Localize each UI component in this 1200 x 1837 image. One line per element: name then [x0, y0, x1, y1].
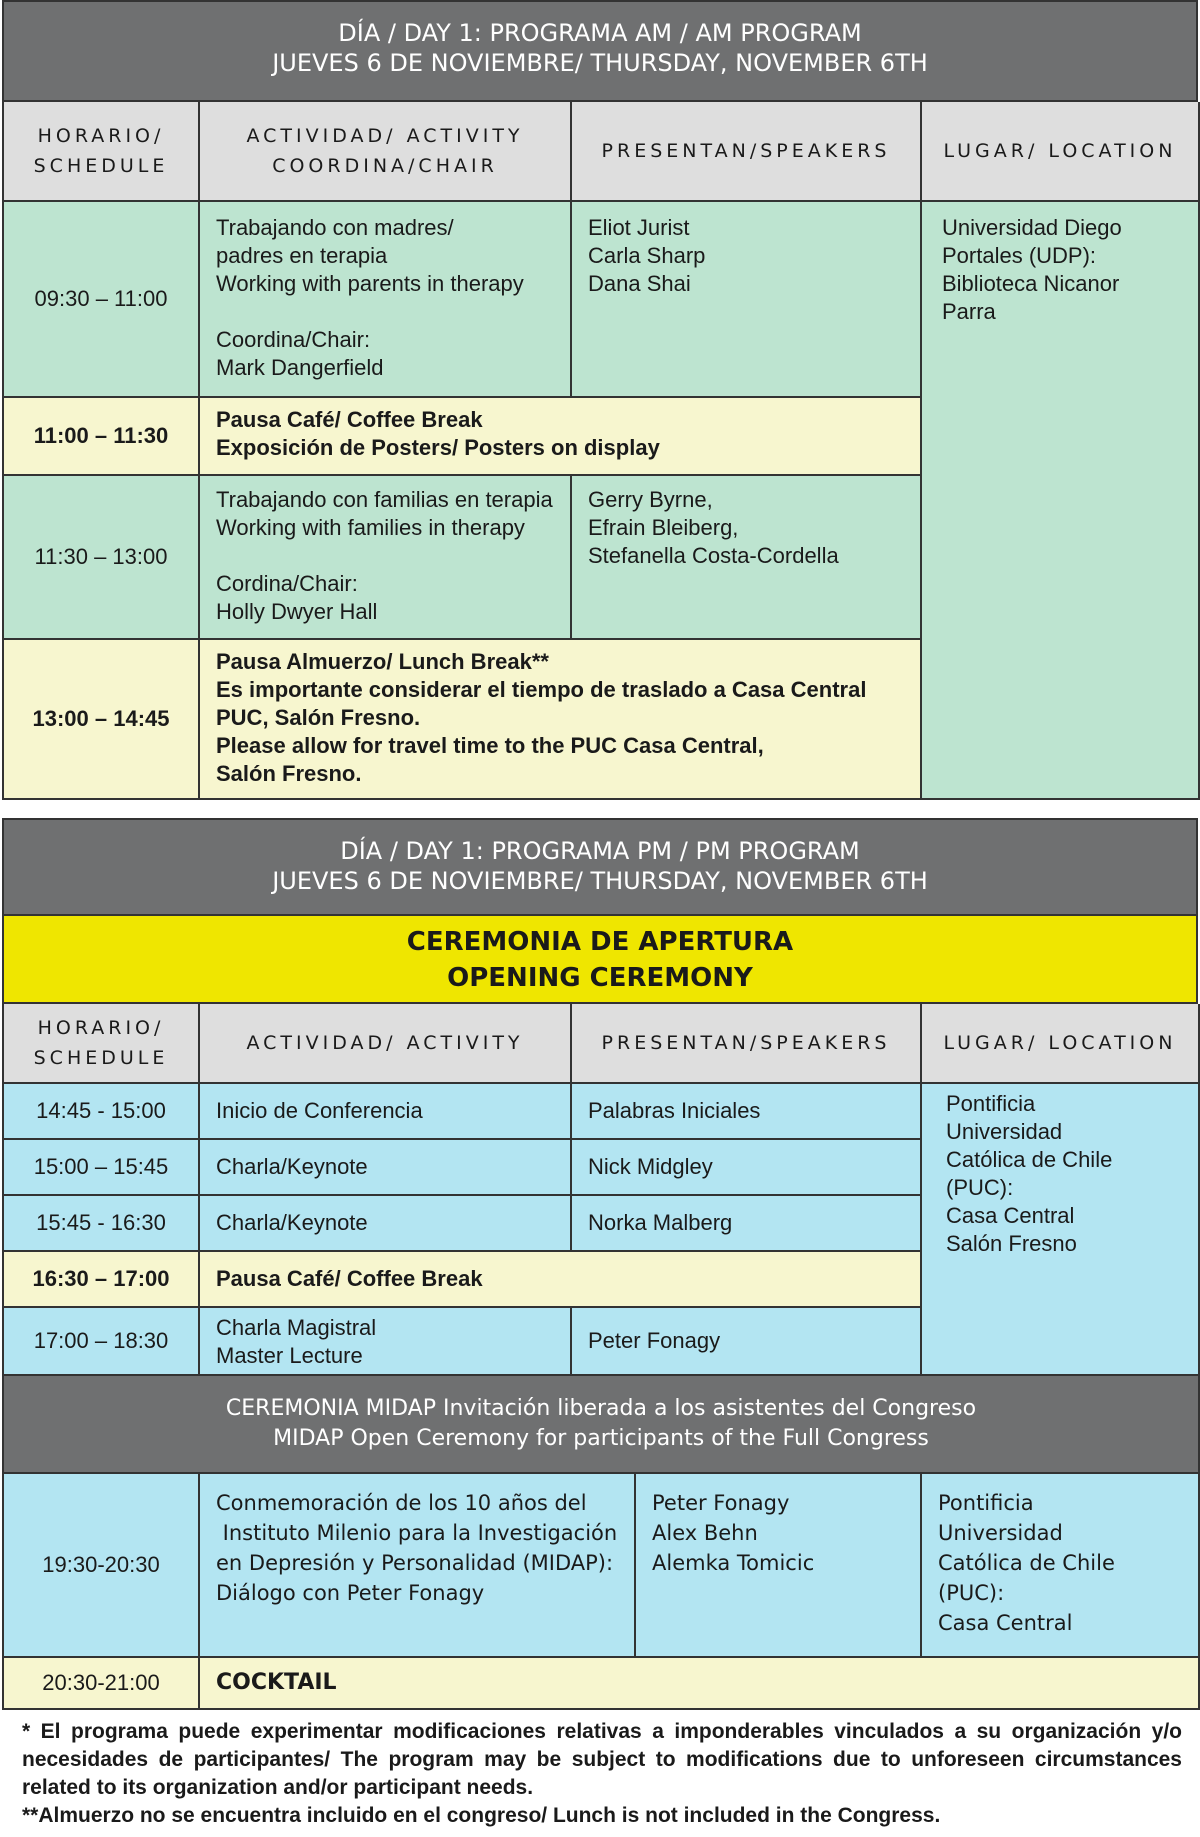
pm-column-header-location: LUGAR/ LOCATION: [922, 1004, 1200, 1084]
am-row2-coffee-break: Pausa Café/ Coffee Break Exposición de Posters/ Posters on display: [200, 398, 922, 476]
cocktail-time: 20:30-21:00: [4, 1658, 200, 1710]
midap-table: [2, 1376, 1198, 1710]
pm-row5-activity: Charla Magistral Master Lecture: [200, 1308, 572, 1376]
pm-header-day: DÍA / DAY 1: PROGRAMA PM / PM PROGRAM: [340, 837, 860, 865]
pm-row3-activity: Charla/Keynote: [200, 1196, 572, 1252]
pm-row1-activity: Inicio de Conferencia: [200, 1084, 572, 1140]
pm-row5-time: 17:00 – 18:30: [4, 1308, 200, 1376]
am-row1-speakers: Eliot Jurist Carla Sharp Dana Shai: [572, 202, 922, 398]
column-header-speakers: PRESENTAN/SPEAKERS: [572, 102, 922, 202]
am-row3-time: 11:30 – 13:00: [4, 476, 200, 640]
footnote-program-changes: * El programa puede experimentar modificaciones relativas a imponderables vinculados a su organización y/o necesidades de participantes/ The program may be subject to modifications due to unforeseen circumstances related to its organization and/or participant needs.: [22, 1720, 1182, 1799]
pm-row5-speakers: Peter Fonagy: [572, 1308, 922, 1376]
pm-row2-activity: Charla/Keynote: [200, 1140, 572, 1196]
am-row1-time: 09:30 – 11:00: [4, 202, 200, 398]
pm-header-date: JUEVES 6 DE NOVIEMBRE/ THURSDAY, NOVEMBER 6TH: [272, 867, 928, 895]
am-row4-lunch-break: Pausa Almuerzo/ Lunch Break** Es importante considerar el tiempo de traslado a Casa Central PUC, Salón Fresno. Please allow for travel time to the PUC Casa Central, Salón Fresno.: [200, 640, 922, 800]
pm-row4-coffee-break: Pausa Café/ Coffee Break: [200, 1252, 922, 1308]
column-header-schedule: HORARIO/ SCHEDULE: [4, 102, 200, 202]
pm-column-header-speakers: PRESENTAN/SPEAKERS: [572, 1004, 922, 1084]
am-header-date: JUEVES 6 DE NOVIEMBRE/ THURSDAY, NOVEMBER 6TH: [272, 49, 928, 77]
cocktail-label: COCKTAIL: [200, 1658, 1200, 1710]
midap-ceremony-header: CEREMONIA MIDAP Invitación liberada a los asistentes del Congreso MIDAP Open Ceremony for participants of the Full Congress: [4, 1376, 1200, 1474]
am-location: Universidad Diego Portales (UDP): Biblioteca Nicanor Parra: [922, 202, 1200, 800]
footnote-lunch: **Almuerzo no se encuentra incluido en el congreso/ Lunch is not included in the Congress.: [22, 1804, 941, 1827]
pm-schedule-table: [2, 1002, 1198, 1376]
am-schedule-table: [2, 100, 1198, 800]
am-program-section: [2, 0, 1198, 800]
am-header-day: DÍA / DAY 1: PROGRAMA AM / AM PROGRAM: [338, 19, 862, 47]
opening-ceremony-banner: CEREMONIA DE APERTURA OPENING CEREMONY: [2, 914, 1198, 1002]
midap-activity: Conmemoración de los 10 años del Instituto Milenio para la Investigación en Depresión y Personalidad (MIDAP): Diálogo con Peter Fonagy: [200, 1474, 636, 1658]
pm-row3-time: 15:45 - 16:30: [4, 1196, 200, 1252]
am-row3-activity: Trabajando con familias en terapia Working with families in therapy Cordina/Chair: Holly Dwyer Hall: [200, 476, 572, 640]
pm-column-header-activity: ACTIVIDAD/ ACTIVITY: [200, 1004, 572, 1084]
column-header-location: LUGAR/ LOCATION: [922, 102, 1200, 202]
pm-row1-speakers: Palabras Iniciales: [572, 1084, 922, 1140]
pm-row1-time: 14:45 - 15:00: [4, 1084, 200, 1140]
midap-location: Pontificia Universidad Católica de Chile (PUC): Casa Central: [922, 1474, 1200, 1658]
am-row4-time: 13:00 – 14:45: [4, 640, 200, 800]
pm-row2-time: 15:00 – 15:45: [4, 1140, 200, 1196]
midap-time: 19:30-20:30: [4, 1474, 200, 1658]
pm-program-section: [2, 818, 1198, 1710]
am-row1-activity: Trabajando con madres/ padres en terapia Working with parents in therapy Coordina/Chair: Mark Dangerfield: [200, 202, 572, 398]
pm-column-header-schedule: HORARIO/ SCHEDULE: [4, 1004, 200, 1084]
am-program-header: [2, 0, 1198, 100]
column-header-activity: ACTIVIDAD/ ACTIVITY COORDINA/CHAIR: [200, 102, 572, 202]
pm-row3-speakers: Norka Malberg: [572, 1196, 922, 1252]
am-row3-speakers: Gerry Byrne, Efrain Bleiberg, Stefanella Costa-Cordella: [572, 476, 922, 640]
pm-row2-speakers: Nick Midgley: [572, 1140, 922, 1196]
midap-speakers: Peter Fonagy Alex Behn Alemka Tomicic: [636, 1474, 922, 1658]
pm-program-header: [2, 818, 1198, 914]
pm-row4-time: 16:30 – 17:00: [4, 1252, 200, 1308]
footnotes: [22, 1718, 1182, 1830]
am-row2-time: 11:00 – 11:30: [4, 398, 200, 476]
pm-location: Pontificia Universidad Católica de Chile (PUC): Casa Central Salón Fresno: [922, 1084, 1200, 1376]
